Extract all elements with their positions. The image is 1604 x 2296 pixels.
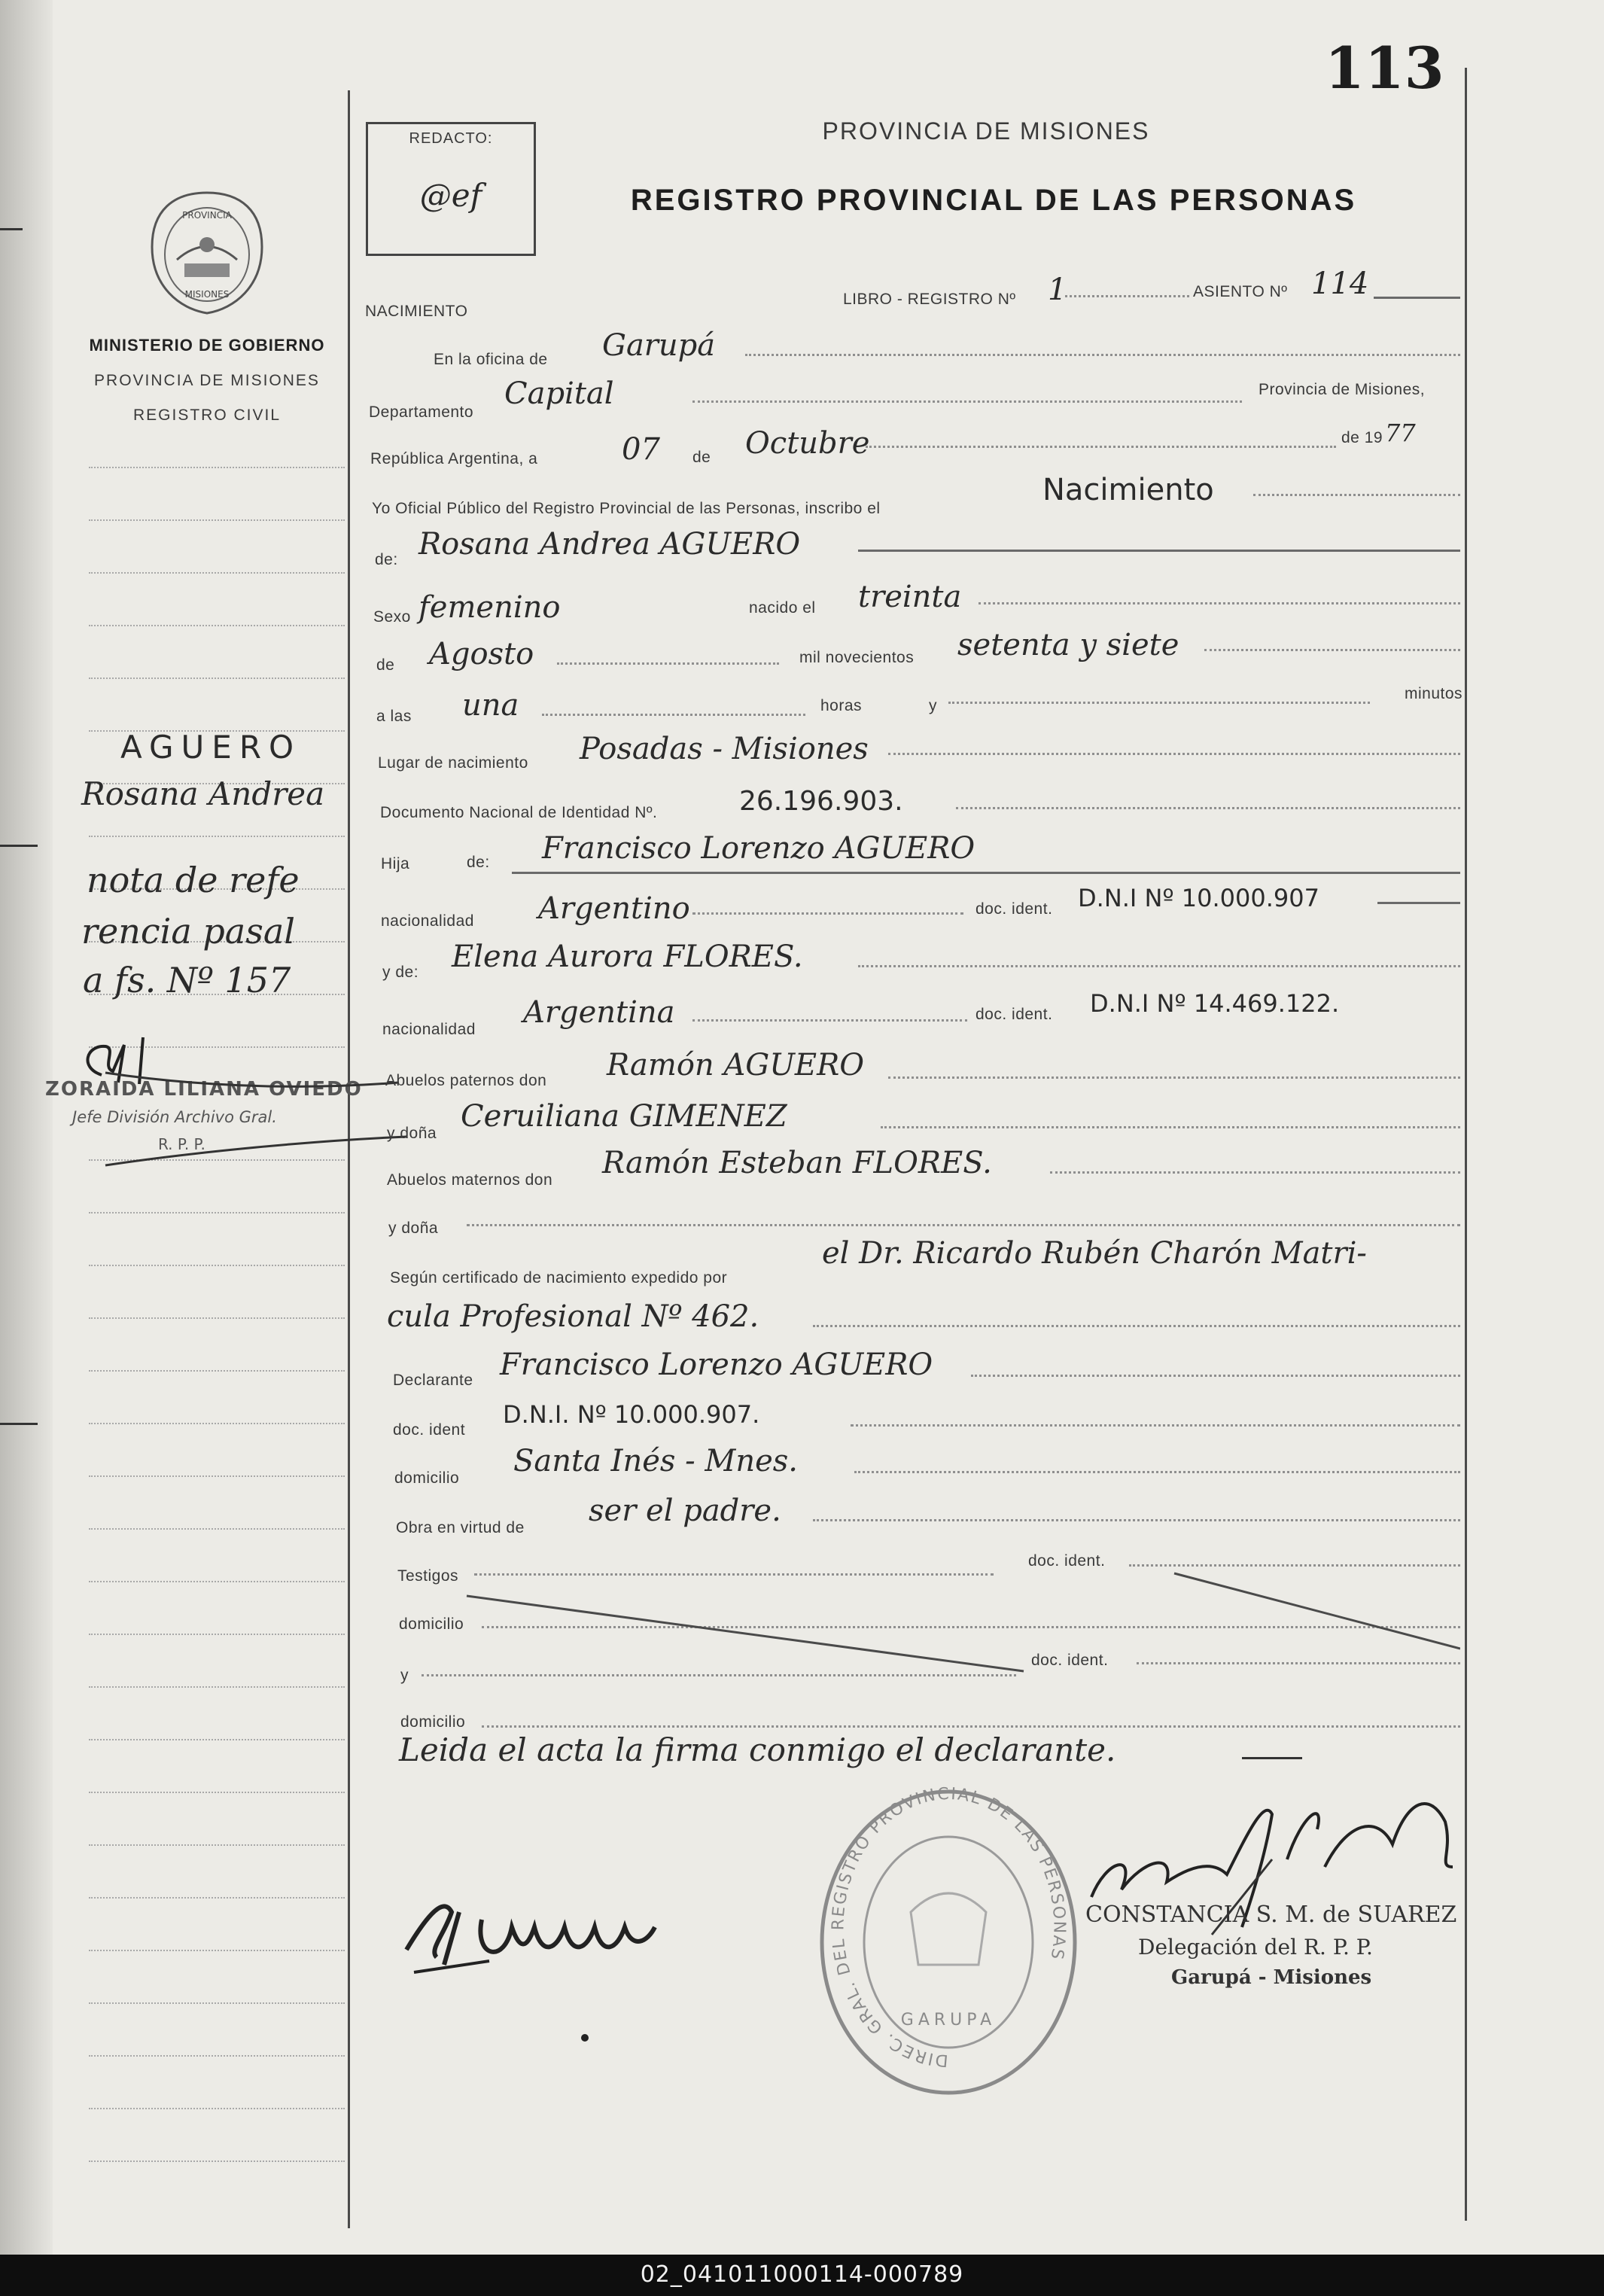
- registry-round-stamp: [813, 1784, 1084, 2100]
- province-seal-icon: [143, 188, 271, 316]
- margin-note-line1: nota de refe: [87, 860, 300, 900]
- nac-padre-label: nacionalidad: [381, 912, 474, 930]
- testigo2-y-label: y: [400, 1667, 409, 1684]
- round-stamp-ring-text: DIREC. GRAL. DEL REGISTRO PROVINCIAL DE LAS PERSONAS: [829, 1784, 1069, 2070]
- margin-surname: AGUERO: [120, 729, 302, 766]
- yo-label: Yo Oficial Público del Registro Provincial de las Personas, inscribo el: [372, 500, 881, 517]
- margin-arrow-lines: [90, 1069, 406, 1174]
- officer-name: CONSTANCIA S. M. de SUAREZ: [1085, 1902, 1457, 1928]
- seal-top-text: PROVINCIA: [182, 210, 232, 221]
- hija-label: Hija: [381, 855, 410, 872]
- margin-given-names: Rosana Andrea: [81, 775, 325, 812]
- yde-label: y de:: [382, 964, 419, 981]
- de3-label: de: [376, 656, 395, 674]
- libro-value: 1: [1048, 273, 1067, 307]
- seal-bottom-text: MISIONES: [184, 289, 230, 300]
- declarante-label: Declarante: [393, 1372, 473, 1389]
- segun-label: Según certificado de nacimiento expedido por: [390, 1269, 728, 1287]
- archive-stamp-title: Jefe División Archivo Gral.: [72, 1108, 277, 1126]
- ab-mat-value: Ramón Esteban FLORES.: [602, 1146, 992, 1180]
- testigo2-doc-label: doc. ident.: [1031, 1652, 1109, 1669]
- binding-mark: [0, 228, 23, 230]
- margin-note-line2: rencia pasal: [81, 911, 295, 952]
- testigos-doc-label: doc. ident.: [1028, 1552, 1106, 1570]
- ab-pat-dona-value: Ceruiliana GIMENEZ: [461, 1099, 787, 1134]
- registry-title: REGISTRO PROVINCIAL DE LAS PERSONAS: [630, 184, 1357, 217]
- act-type-label: NACIMIENTO: [365, 303, 468, 320]
- binding-mark: [0, 1423, 38, 1425]
- page-binding-shadow: [0, 0, 53, 2255]
- inscribo-value: Nacimiento: [1042, 473, 1214, 507]
- ydona2-label: y doña: [388, 1220, 439, 1237]
- asiento-value: 114: [1311, 266, 1369, 301]
- mil-label: mil novecientos: [799, 649, 915, 666]
- departamento-label: Departamento: [369, 403, 474, 421]
- year-value: 77: [1385, 419, 1416, 447]
- dni-label: Documento Nacional de Identidad Nº.: [380, 804, 658, 821]
- hija-de-label: de:: [467, 854, 490, 871]
- binding-mark: [0, 845, 38, 847]
- oficina-label: En la oficina de: [434, 351, 548, 368]
- redacto-label: REDACTO:: [409, 130, 493, 147]
- left-province: PROVINCIA DE MISIONES: [94, 372, 320, 389]
- sexo-label: Sexo: [373, 608, 411, 626]
- testigos-label: Testigos: [397, 1567, 459, 1585]
- officer-title: Delegación del R. P. P.: [1138, 1935, 1373, 1960]
- de2-label: de:: [375, 551, 398, 568]
- nac-madre-value: Argentina: [523, 995, 675, 1030]
- minutos-label: minutos: [1405, 685, 1463, 702]
- lugar-value: Posadas - Misiones: [580, 732, 869, 766]
- testigos-cancel-lines: [452, 1566, 1460, 1679]
- doc-padre-value: D.N.I Nº 10.000.907: [1078, 884, 1319, 912]
- departamento-value: Capital: [504, 376, 614, 411]
- margin-note-line3: a fs. Nº 157: [83, 960, 291, 1000]
- segun-value2: cula Profesional Nº 462.: [387, 1299, 759, 1334]
- nacido-value: treinta: [858, 580, 962, 614]
- provincia-label: Provincia de Misiones,: [1259, 381, 1426, 398]
- republica-label: República Argentina, a: [370, 450, 538, 467]
- obra-value: ser el padre.: [589, 1494, 781, 1528]
- left-civil-registry: REGISTRO CIVIL: [132, 407, 282, 424]
- doc-padre-label: doc. ident.: [975, 900, 1053, 918]
- alas-label: a las: [376, 708, 412, 725]
- y-label: y: [929, 697, 937, 714]
- hora-value: una: [462, 688, 519, 723]
- ministry-title: MINISTERIO DE GOBIERNO: [89, 336, 325, 355]
- year-label: de 19: [1341, 429, 1383, 446]
- officer-place: Garupá - Misiones: [1171, 1966, 1372, 1989]
- nac-madre-label: nacionalidad: [382, 1021, 476, 1038]
- padre-value: Francisco Lorenzo AGUERO: [542, 831, 975, 866]
- mes-nac-value: Agosto: [429, 637, 534, 671]
- declarante-value: Francisco Lorenzo AGUERO: [500, 1347, 933, 1382]
- libro-label: LIBRO - REGISTRO Nº: [843, 291, 1016, 308]
- day-value: 07: [622, 432, 660, 467]
- nacido-label: nacido el: [749, 599, 816, 617]
- round-stamp-center-text: GARUPA: [900, 2011, 997, 2030]
- ab-mat-label: Abuelos maternos don: [387, 1171, 553, 1189]
- ydona-label: y doña: [387, 1125, 437, 1142]
- ab-pat-value: Ramón AGUERO: [607, 1048, 865, 1083]
- ab-pat-label: Abuelos paternos don: [385, 1072, 547, 1089]
- redacto-initials: @ef: [419, 177, 482, 214]
- archive-stamp-name: ZORAIDA LILIANA OVIEDO: [45, 1078, 363, 1101]
- redacto-box: [366, 122, 536, 256]
- horas-label: horas: [820, 697, 863, 714]
- domicilio-label: domicilio: [394, 1469, 460, 1487]
- anio-nac-value: setenta y siete: [957, 628, 1179, 662]
- segun-value: el Dr. Ricardo Rubén Charón Matri-: [822, 1236, 1367, 1271]
- madre-value: Elena Aurora FLORES.: [452, 939, 803, 974]
- page-number: 113: [1325, 35, 1444, 102]
- doc-madre-label: doc. ident.: [975, 1006, 1053, 1023]
- lugar-label: Lugar de nacimiento: [378, 754, 528, 772]
- dni-value: 26.196.903.: [739, 786, 903, 817]
- leida-text: Leida el acta la firma conmigo el declarante.: [399, 1731, 1116, 1768]
- asiento-label: ASIENTO Nº: [1193, 283, 1288, 300]
- testigo2-domicilio-label: domicilio: [400, 1713, 466, 1731]
- archive-stamp-org: R. P. P.: [158, 1135, 205, 1153]
- obra-label: Obra en virtud de: [396, 1519, 525, 1536]
- month-value: Octubre: [745, 426, 870, 461]
- oficina-value: Garupá: [602, 328, 716, 363]
- domicilio-value: Santa Inés - Mnes.: [513, 1444, 798, 1478]
- doc-decl-value: D.N.I. Nº 10.000.907.: [503, 1400, 760, 1429]
- de-label: de: [692, 449, 711, 466]
- sexo-value: femenino: [419, 590, 561, 625]
- nombre-value: Rosana Andrea AGUERO: [419, 527, 801, 562]
- scan-filename: 02_041011000114-000789: [640, 2261, 964, 2288]
- ink-dot: [581, 2034, 589, 2042]
- doc-decl-label: doc. ident: [393, 1421, 466, 1439]
- province-title: PROVINCIA DE MISIONES: [822, 117, 1150, 145]
- nac-padre-value: Argentino: [538, 891, 690, 926]
- declarant-signature: [399, 1867, 700, 1980]
- doc-madre-value: D.N.I Nº 14.469.122.: [1090, 989, 1340, 1018]
- testigos-domicilio-label: domicilio: [399, 1615, 464, 1633]
